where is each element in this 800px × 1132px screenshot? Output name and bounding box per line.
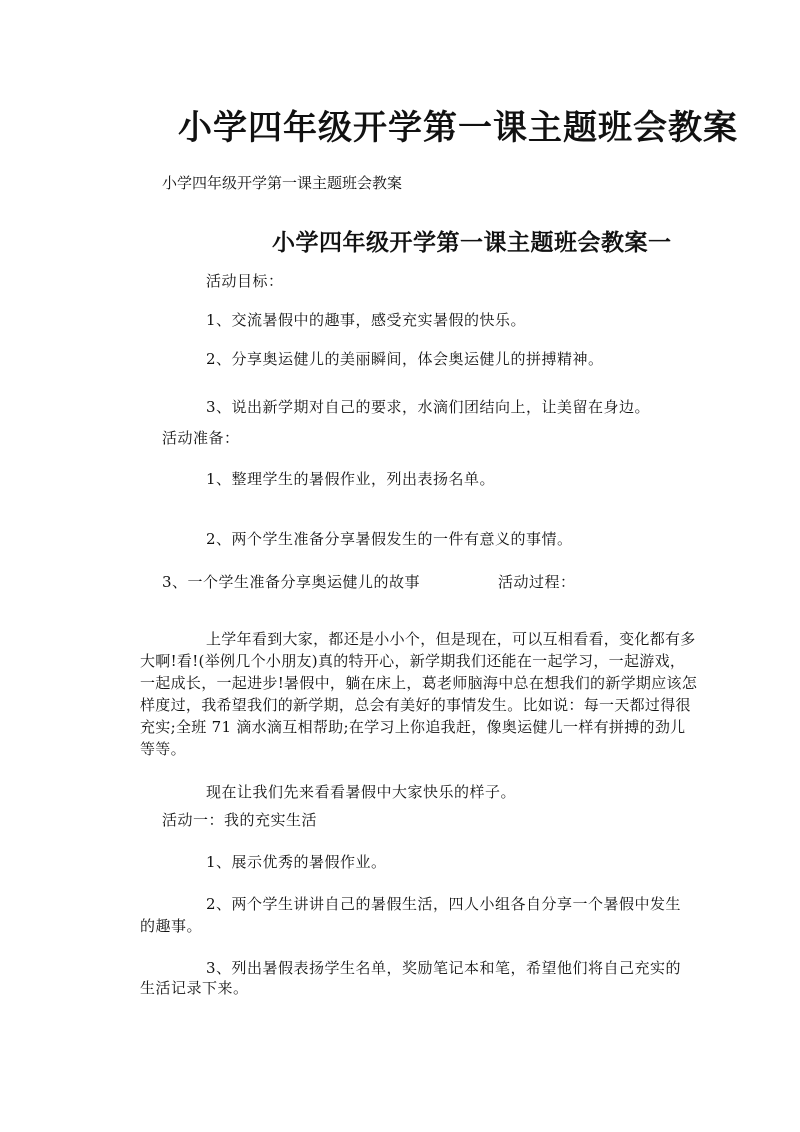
section-title: 小学四年级开学第一课主题班会教案一 — [272, 229, 672, 256]
paragraph-line: 等等。 — [140, 740, 186, 758]
prep-heading: 活动准备： — [162, 429, 240, 447]
activity1-item: 2、两个学生讲讲自己的暑假生活，四人小组各自分享一个暑假中发生 — [206, 895, 682, 913]
prep-item: 1、整理学生的暑假作业，列出表扬名单。 — [206, 470, 496, 488]
document-subtitle: 小学四年级开学第一课主题班会教案 — [162, 174, 403, 192]
activity1-item-continued: 的趣事。 — [140, 917, 203, 935]
prep-item: 2、两个学生准备分享暑假发生的一件有意义的事情。 — [206, 530, 573, 548]
activity1-item-continued: 生活记录下来。 — [140, 979, 249, 997]
activity1-heading: 活动一：我的充实生活 — [162, 811, 318, 829]
transition-line: 现在让我们先来看看暑假中大家快乐的样子。 — [206, 783, 517, 801]
paragraph-line: 样度过，我希望我们的新学期，总会有美好的事情发生。比如说：每一天都过得很 — [140, 696, 691, 714]
goals-heading: 活动目标： — [206, 272, 284, 290]
activity1-item: 3、列出暑假表扬学生名单，奖励笔记本和笔，希望他们将自己充实的 — [206, 959, 682, 977]
goal-item: 2、分享奥运健儿的美丽瞬间，体会奥运健儿的拼搏精神。 — [206, 350, 604, 368]
paragraph-line: 一起成长，一起进步!暑假中，躺在床上，葛老师脑海中总在想我们的新学期应该怎 — [140, 674, 698, 692]
prep-item: 3、一个学生准备分享奥运健儿的故事 — [162, 573, 421, 591]
paragraph-line: 上学年看到大家，都还是小小个，但是现在，可以互相看看，变化都有多 — [206, 630, 696, 648]
activity1-item: 1、展示优秀的暑假作业。 — [206, 853, 387, 871]
goal-item: 3、说出新学期对自己的要求，水滴们团结向上，让美留在身边。 — [206, 398, 651, 416]
document-title: 小学四年级开学第一课主题班会教案 — [178, 108, 738, 148]
process-heading: 活动过程： — [498, 573, 576, 591]
paragraph-line: 大啊!看!(举例几个小朋友)真的特开心，新学期我们还能在一起学习，一起游戏， — [140, 652, 686, 670]
goal-item: 1、交流暑假中的趣事，感受充实暑假的快乐。 — [206, 311, 527, 329]
intro-paragraph — [140, 628, 750, 760]
paragraph-line: 充实;全班 71 滴水滴互相帮助;在学习上你追我赶，像奥运健儿一样有拼搏的劲儿 — [140, 718, 686, 736]
